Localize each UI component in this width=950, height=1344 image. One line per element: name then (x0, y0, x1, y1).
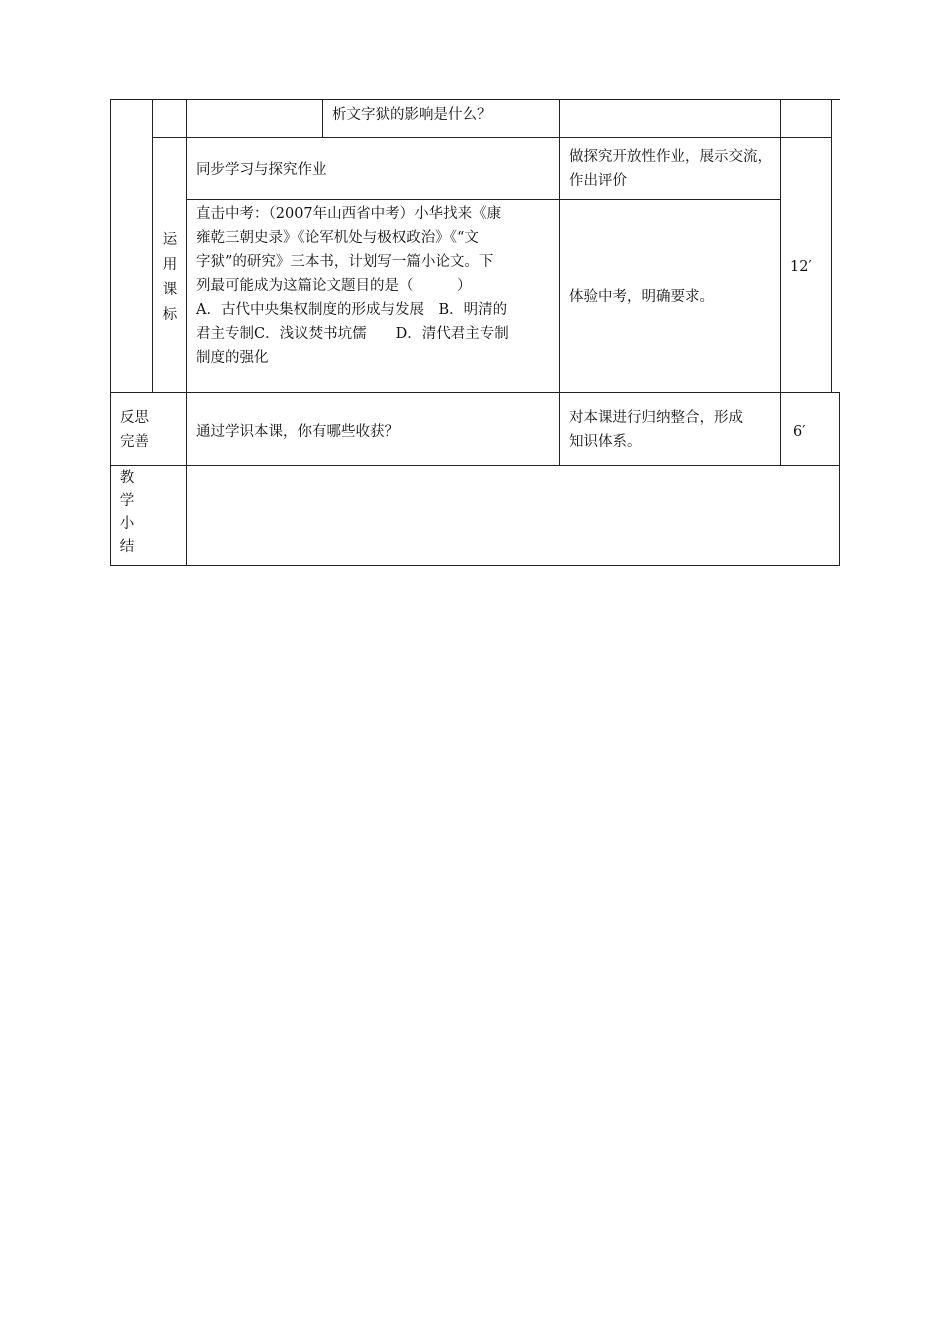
table-rule (322, 99, 323, 138)
question-line: A．古代中央集权制度的形成与发展 B．明清的 (196, 302, 508, 318)
section-label-apply: 运用课标 (162, 232, 178, 323)
question-line: 列最可能成为这篇论文题目的是（ ） (196, 278, 472, 294)
table-rule (152, 99, 153, 393)
time-allotment: 12′ (790, 259, 812, 275)
question-tail: 析文字狱的影响是什么？ (332, 107, 492, 123)
table-rule (110, 392, 840, 393)
table-rule (780, 99, 781, 466)
section-label-reflect: 反思 完善 (120, 410, 149, 450)
table-rule (110, 99, 111, 566)
time-allotment: 6′ (793, 424, 806, 440)
table-rule (186, 99, 187, 566)
question-line: 字狱”的研究》三本书，计划写一篇小论文。下 (196, 254, 494, 270)
question-line: 君主专制C．浅议焚书坑儒 D．清代君主专制 (196, 326, 509, 342)
task-title: 同步学习与探究作业 (196, 162, 327, 178)
table-rule (559, 99, 560, 466)
table-rule (110, 465, 840, 466)
question-block (196, 202, 556, 370)
reflect-description: 对本课进行归纳整合，形成 知识体系。 (569, 410, 743, 450)
reflect-prompt: 通过学识本课，你有哪些收获？ (196, 424, 399, 440)
section-label-summary: 教学小结 (119, 470, 135, 555)
question-line: 直击中考：（2007年山西省中考）小华找来《康 (196, 206, 502, 222)
question-line: 雍乾三朝史录》《论军机处与极权政治》《“文 (196, 230, 479, 246)
question-description: 体验中考，明确要求。 (569, 289, 714, 305)
table-rule (186, 199, 780, 200)
table-rule (839, 392, 840, 566)
table-rule (152, 137, 831, 138)
table-rule (831, 99, 832, 393)
table-rule (110, 565, 840, 566)
task-description: 做探究开放性作业，展示交流，作出评价 (569, 149, 772, 189)
table-rule (110, 99, 840, 100)
question-line: 制度的强化 (196, 350, 269, 366)
